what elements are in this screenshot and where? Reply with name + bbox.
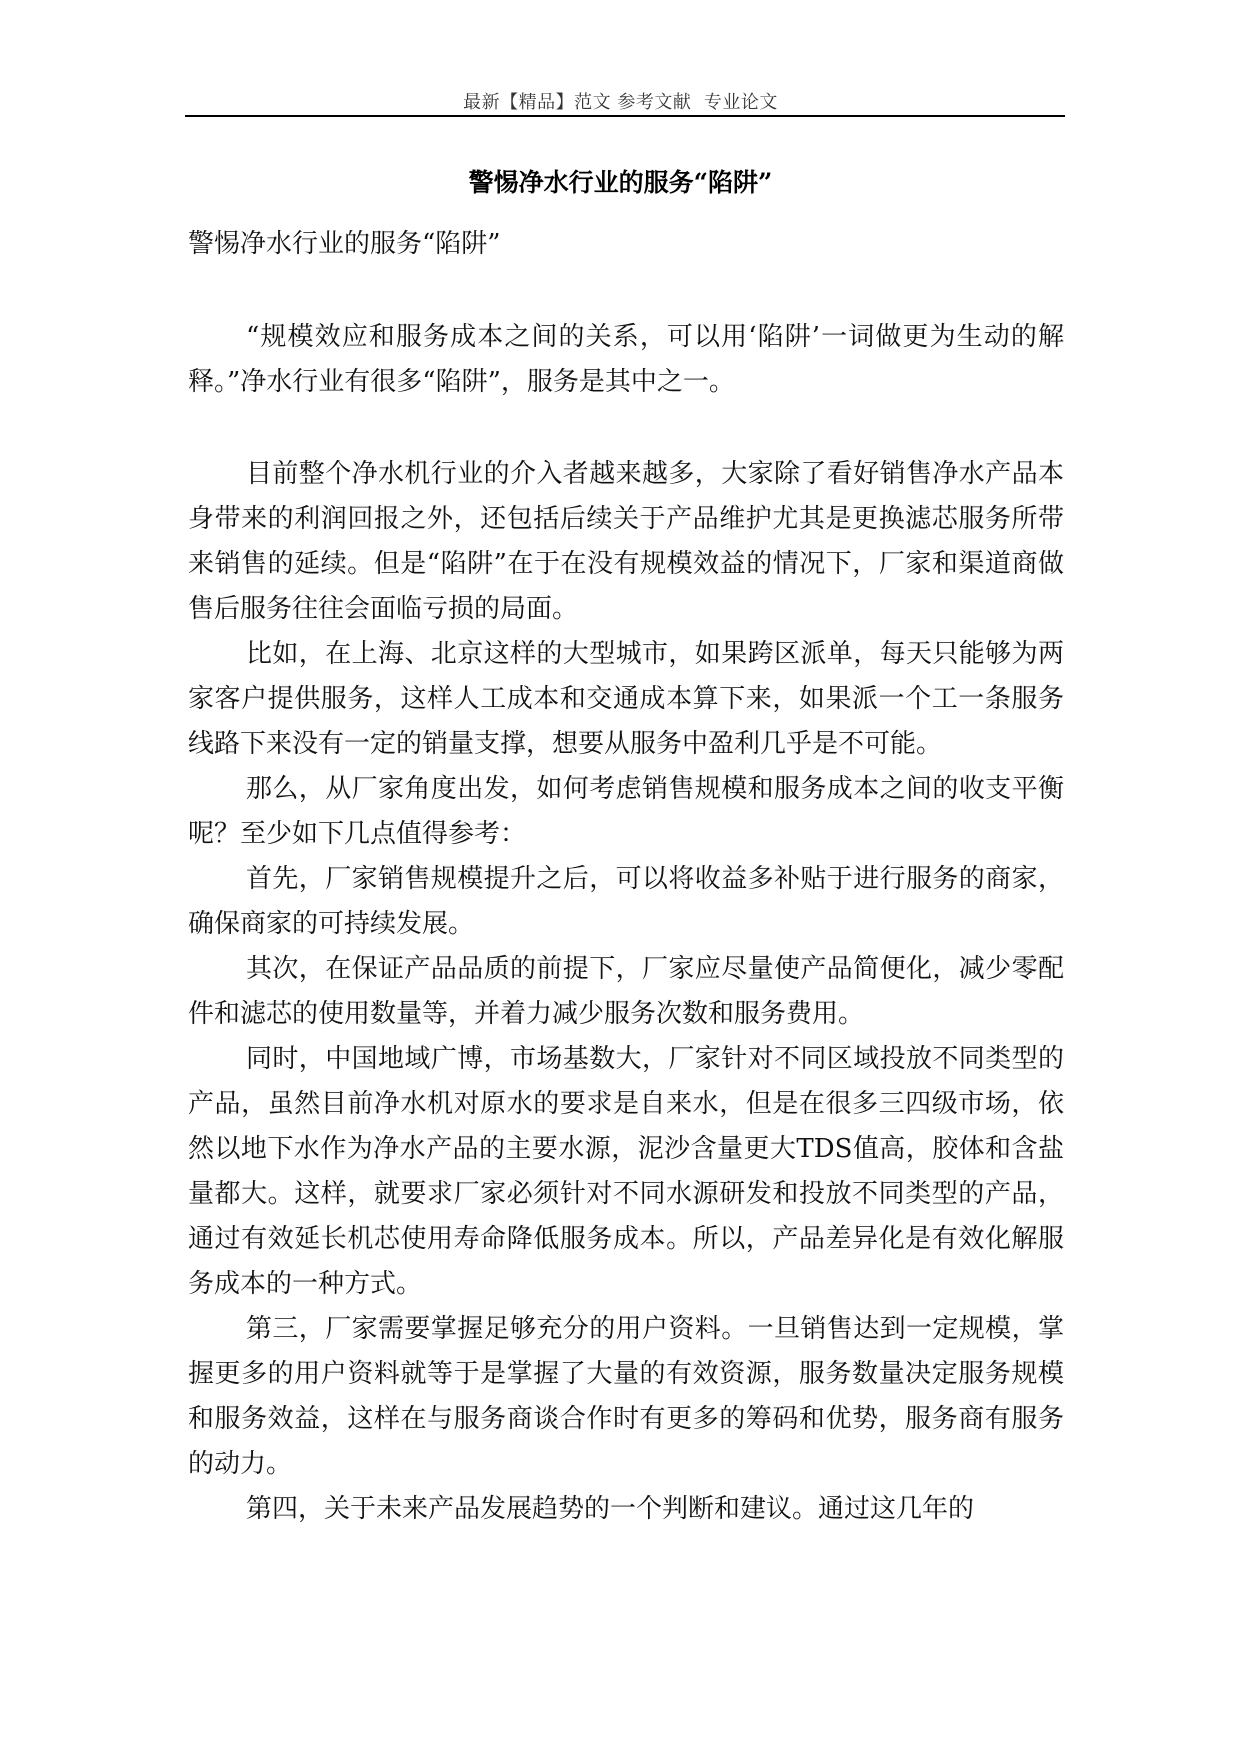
paragraph: 比如，在上海、北京这样的大型城市，如果跨区派单，每天只能够为两家客户提供服务，这样人工成本和交通成本算下来，如果派一个工一条服务线路下来没有一定的销量支撑，想要从服务中盈利几乎是不可能。 <box>188 639 1064 759</box>
paragraph: 目前整个净水机行业的介入者越来越多，大家除了看好销售净水产品本身带来的利润回报之外，还包括后续关于产品维护尤其是更换滤芯服务所带来销售的延续。但是“陷阱”在于在没有规模效益的情况下，厂家和渠道商做售后服务往往会面临亏损的局面。 <box>188 459 1064 624</box>
paragraph-quote: “规模效应和服务成本之间的关系，可以用‘陷阱’一词做更为生动的解释。”净水行业有很多“陷阱”，服务是其中之一。 <box>188 322 1064 397</box>
paragraph: 第四，关于未来产品发展趋势的一个判断和建议。通过这几年的 <box>246 1494 975 1524</box>
document-subtitle: 警惕净水行业的服务“陷阱” <box>188 229 501 259</box>
paragraph: 那么，从厂家角度出发，如何考虑销售规模和服务成本之间的收支平衡呢？至少如下几点值得参考： <box>188 774 1064 849</box>
paragraph: 第三，厂家需要掌握足够充分的用户资料。一旦销售达到一定规模，掌握更多的用户资料就等于是掌握了大量的有效资源，服务数量决定服务规模和服务效益，这样在与服务商谈合作时有更多的筹码和优势，服务商有服务的动力。 <box>188 1314 1064 1479</box>
document-body <box>188 222 1064 1532</box>
paragraph: 同时，中国地域广博，市场基数大，厂家针对不同区域投放不同类型的产品，虽然目前净水机对原水的要求是自来水，但是在很多三四级市场，依然以地下水作为净水产品的主要水源，泥沙含量更大TDS值高，胶体和含盐量都大。这样，就要求厂家必须针对不同水源研发和投放不同类型的产品，通过有效延长机芯使用寿命降低服务成本。所以，产品差异化是有效化解服务成本的一种方式。 <box>188 1044 1064 1299</box>
paragraph: 其次，在保证产品品质的前提下，厂家应尽量使产品简便化，减少零配件和滤芯的使用数量等，并着力减少服务次数和服务费用。 <box>188 954 1064 1029</box>
page-header: 最新【精品】范文 参考文献 专业论文 <box>463 92 778 113</box>
document-title: 警惕净水行业的服务“陷阱” <box>468 168 773 197</box>
paragraph: 首先，厂家销售规模提升之后，可以将收益多补贴于进行服务的商家，确保商家的可持续发展。 <box>188 864 1064 939</box>
header-divider <box>185 115 1065 117</box>
